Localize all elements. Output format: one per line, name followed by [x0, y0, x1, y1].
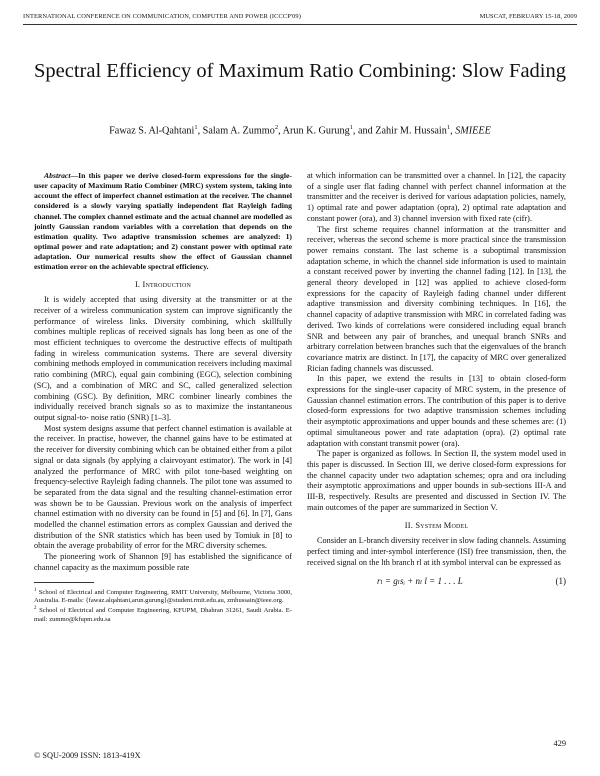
header-rule: [23, 24, 577, 25]
abstract-label: Abstract: [44, 171, 71, 180]
section-heading-introduction: I. Introduction: [134, 279, 192, 289]
conference-name: INTERNATIONAL CONFERENCE ON COMMUNICATION, COMPUTER AND POWER (ICCCP'09): [23, 13, 301, 20]
equation-body: rₗ = gₗsᵢ + nₗ l = 1 . . . L: [377, 576, 463, 587]
left-column: [34, 171, 292, 624]
section-heading-system-model: II. System Model: [404, 520, 469, 530]
author-4-grade: SMIEEE: [455, 125, 491, 137]
paragraph: Consider an L-branch diversity receiver in slow fading channels. Assuming perfect timing and inter-symbol interference (ISI) free transmission, then, the received signal on the lth branch rl at ith symbol interval can be expressed as: [307, 536, 566, 567]
author-4: and Zahir M. Hussain: [358, 125, 447, 137]
footnote-2: $^2$ School of Electrical and Computer Engineering, KFUPM, Dhahran 31261, Saudi Arabia. E-mail: zummo@kfupm.edu.sa: [34, 606, 292, 623]
right-column: [307, 171, 566, 593]
footnote-1: $^1$ School of Electrical and Computer Engineering, RMIT University, Melbourne, Victoria 3000, Australia. E-mails: {fawaz.alqahtani,arun.gurung}@student.rmit.edu.au, zmhussain@ieee.org.: [34, 587, 292, 604]
author-2: Salam A. Zummo: [202, 125, 275, 137]
paragraph: The paper is organized as follows. In Section II, the system model used in this paper is discussed. In Section III, we derive closed-form expressions for the channel capacity under two adaptation schemes; opra and ora including their asymptotic approximations and upper bounds in sub-sections III-A and III-B, respectively. Results are presented and discussed in Section IV. The main outcomes of the paper are summarized in Section V.: [307, 449, 566, 512]
page-number: 429: [553, 739, 566, 748]
author-1: Fawaz S. Al-Qahtani: [109, 125, 195, 137]
paragraph: Most system designs assume that perfect channel estimation is available at the receiver. In practise, however, the channel gains have to be estimated at the receiver for diversity combining which can be obtained either from a pilot signal or data signals (by applying a clairvoyant estimator). The work in [4] analyzed the performance of MRC with pilot tone-based weighting on frequency-selective Rayleigh fading channels. The pilot tone was assumed to be separated from the data signal and the resulting channel-estimation error was shown be to be Gaussian. Previous work on the analysis of imperfect channel estimation with no diversity can be found in [5] and [6]. In [7], Gans modelled the channel estimation errors as complex Gaussian and derived the distribution of the SNR statistics which has been used by Tomiuk in [8] to obtain the average probability of error for the MRC diversity schemes.: [34, 423, 292, 551]
paragraph: The pioneering work of Shannon [9] has established the significance of channel capacity as the maximum possible rate: [34, 552, 292, 572]
abstract: Abstract—In this paper we derive closed-form expressions for the single-user capacity of Maximum Ratio Combiner (MRC) system system, taking into account the effect of imperfect channel estimation at the receiver. The channel considered is a slowly varying spatially independent flat Rayleigh fading channel. The complex channel estimate and the actual channel are modelled as jointly Gaussian random variables with a correlation that depends on the estimation quality. Two adaptive transmission schemes are analyzed: 1) optimal power and rate adaptation; and 2) constant power with optimal rate adaptation. Our numerical results show the effect of Gaussian channel estimation error on the achievable spectral efficiency.: [34, 171, 292, 272]
author-list: Fawaz S. Al-Qahtani$^1$, Salam A. Zummo$^2$, Arun K. Gurung$^1$, and Zahir M. Hussain$^1$, SMIEEE: [109, 124, 491, 137]
equation-number: (1): [555, 576, 566, 587]
paragraph: The first scheme requires channel information at the transmitter and receiver, whereas the second scheme is more practical since the transmission power remains constant. The last scheme is a suboptimal transmission adaptation scheme, in which the channel side information is used to maintain a constant received power by inverting the channel fading [12]. In [13], the general theory developed in [12] was applied to achieve closed-form expressions for the capacity of Rayleigh fading channel under different adaptive transmission and diversity combining techniques. In [16], the channel capacity of adaptive transmission with MRC in correlated fading was derived. Two kinds of correlations were considered including equal branch SNR and between any pair of branches, and unequal branch SNRs and arbitrary correlation between branches such that the eigenvalues of the branch covariance matrix are distinct. In [17], the capacity of MRC over generalized Rician fading channels was discussed.: [307, 224, 566, 373]
footnote-rule: [34, 582, 94, 583]
author-3: Arun K. Gurung: [282, 125, 350, 137]
equation-1: [307, 576, 566, 587]
conference-location-date: MUSCAT, FEBRUARY 15-18, 2009: [479, 13, 577, 20]
copyright-line: © SQU-2009 ISSN: 1813-419X: [34, 751, 141, 760]
paragraph: It is widely accepted that using diversity at the transmitter or at the receiver of a wireless communication system can improve significantly the performance of wireless links. Diversity combining, which skillfully combines multiple replicas of received signals has long been as one of the most efficient techniques to overcome the destructive effects of multipath fading in wireless communication systems. There are several diversity combining methods employed in communication receivers including maximal ratio combining (MRC), equal gain combining (EGC), selection combining (SC), and a combination of MRC and SC, called generalized selection combining (GSC). By definition, MRC combiner linearly combines the individually received branch signals so as to maximize the instantaneous output signal-to- noise ratio (SNR) [1–3].: [34, 295, 292, 422]
running-header: [23, 13, 577, 20]
paragraph: at which information can be transmitted over a channel. In [12], the capacity of a single user flat fading channel with perfect channel information at the transmitter and the receiver is derived for various adaptation policies, namely, 1) optimal rate and power adaptation (opra), 2) optimal rate adaptation and constant power (ora), and 3) channel inversion with fixed rate (cifr).: [307, 171, 566, 223]
paragraph: In this paper, we extend the results in [13] to obtain closed-form expressions for the single-user capacity of MRC system, in the presence of Gaussian channel estimation errors. The contribution of this paper is to derive closed-form expressions for two adaptive transmission schemes including their asymptotic approximations and upper bounds and these schemes are: (1) optimal simultaneous power and rate adaptation (opra). (2) optimal rate adaptation with constant transmit power (ora).: [307, 374, 566, 448]
paper-title: Spectral Efficiency of Maximum Ratio Combining: Slow Fading: [34, 60, 566, 82]
